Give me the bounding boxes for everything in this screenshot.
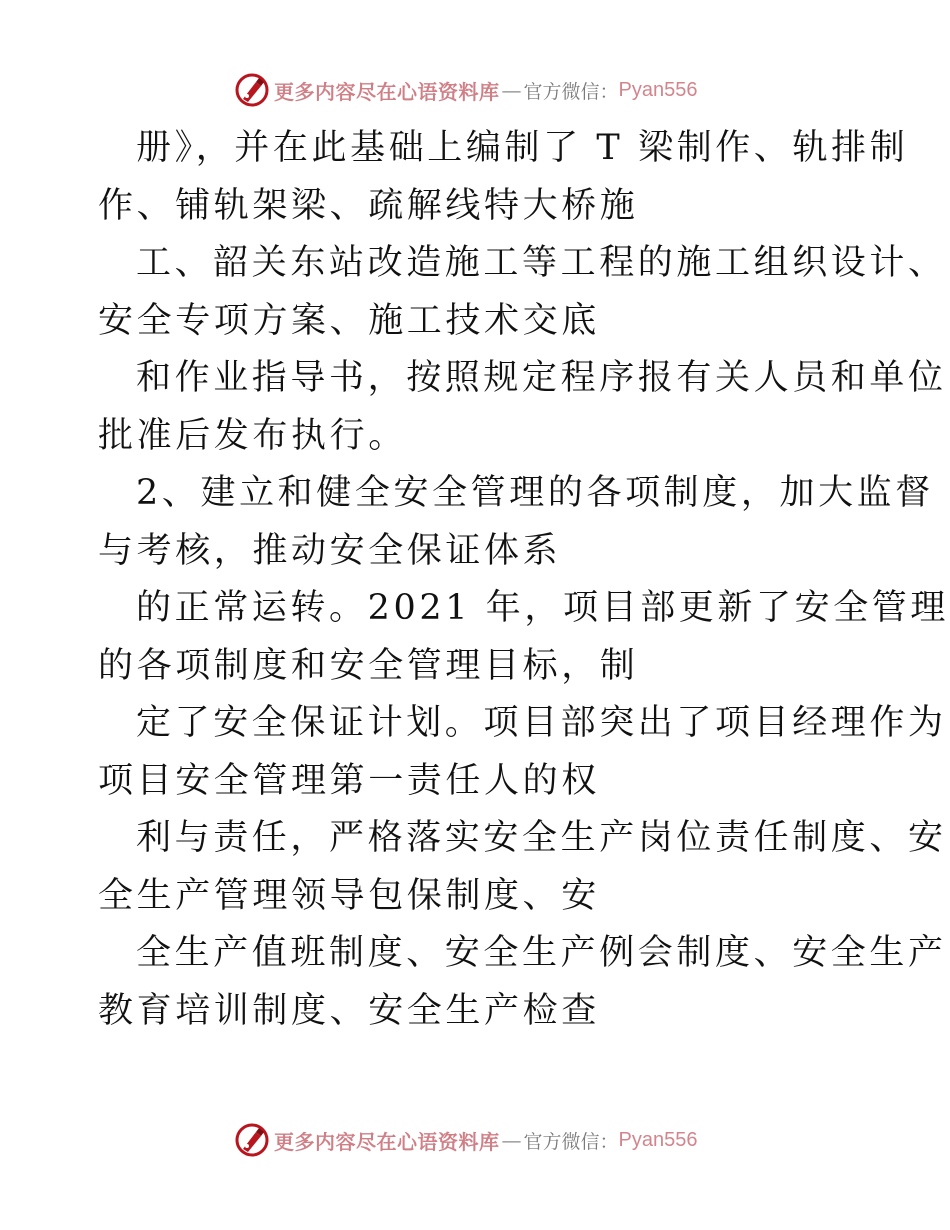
text-line: 定了安全保证计划。项目部突出了项目经理作为 [136, 703, 947, 743]
text-line: 2、建立和健全安全管理的各项制度，加大监督 [136, 473, 934, 513]
paragraph [98, 695, 947, 810]
paragraph [98, 925, 947, 1040]
banner-separator: — [501, 78, 522, 102]
paragraph [98, 580, 949, 695]
text-line: 全生产值班制度、安全生产例会制度、安全生产 [136, 933, 947, 973]
text-line: 的正常运转。2021 年，项目部更新了安全管理 [136, 588, 949, 628]
banner-wechat-id: Pyan556 [618, 78, 698, 101]
footer-banner [234, 1122, 697, 1158]
text-line: 教育培训制度、安全生产检查 [98, 990, 600, 1031]
pen-logo-icon [234, 72, 270, 108]
text-line: 册》，并在此基础上编制了 T 梁制作、轨排制 [136, 128, 909, 168]
banner-text: 更多内容尽在心语资料库 [274, 79, 500, 104]
paragraph [98, 350, 947, 465]
paragraph [98, 465, 934, 580]
paragraph [98, 810, 947, 925]
document-body [98, 120, 949, 1040]
paragraph [98, 120, 909, 235]
text-line: 批准后发布执行。 [98, 415, 407, 456]
text-line: 和作业指导书，按照规定程序报有关人员和单位 [136, 358, 947, 398]
banner-text: 更多内容尽在心语资料库 [274, 1129, 500, 1154]
text-line: 作、铺轨架梁、疏解线特大桥施 [98, 185, 639, 226]
text-line: 安全专项方案、施工技术交底 [98, 300, 600, 341]
text-line: 的各项制度和安全管理目标，制 [98, 645, 639, 686]
header-banner [234, 72, 697, 108]
text-line: 项目安全管理第一责任人的权 [98, 760, 600, 801]
paragraph [98, 235, 947, 350]
pen-logo-icon [234, 1122, 270, 1158]
text-line: 与考核，推动安全保证体系 [98, 530, 562, 571]
banner-separator: — [501, 1128, 522, 1152]
text-line: 利与责任，严格落实安全生产岗位责任制度、安 [136, 818, 947, 858]
banner-wechat-label: 官方微信： [523, 1130, 619, 1153]
banner-wechat-label: 官方微信： [523, 80, 619, 103]
banner-wechat-id: Pyan556 [618, 1128, 698, 1151]
text-line: 工、韶关东站改造施工等工程的施工组织设计、 [136, 243, 947, 283]
text-line: 全生产管理领导包保制度、安 [98, 875, 600, 916]
